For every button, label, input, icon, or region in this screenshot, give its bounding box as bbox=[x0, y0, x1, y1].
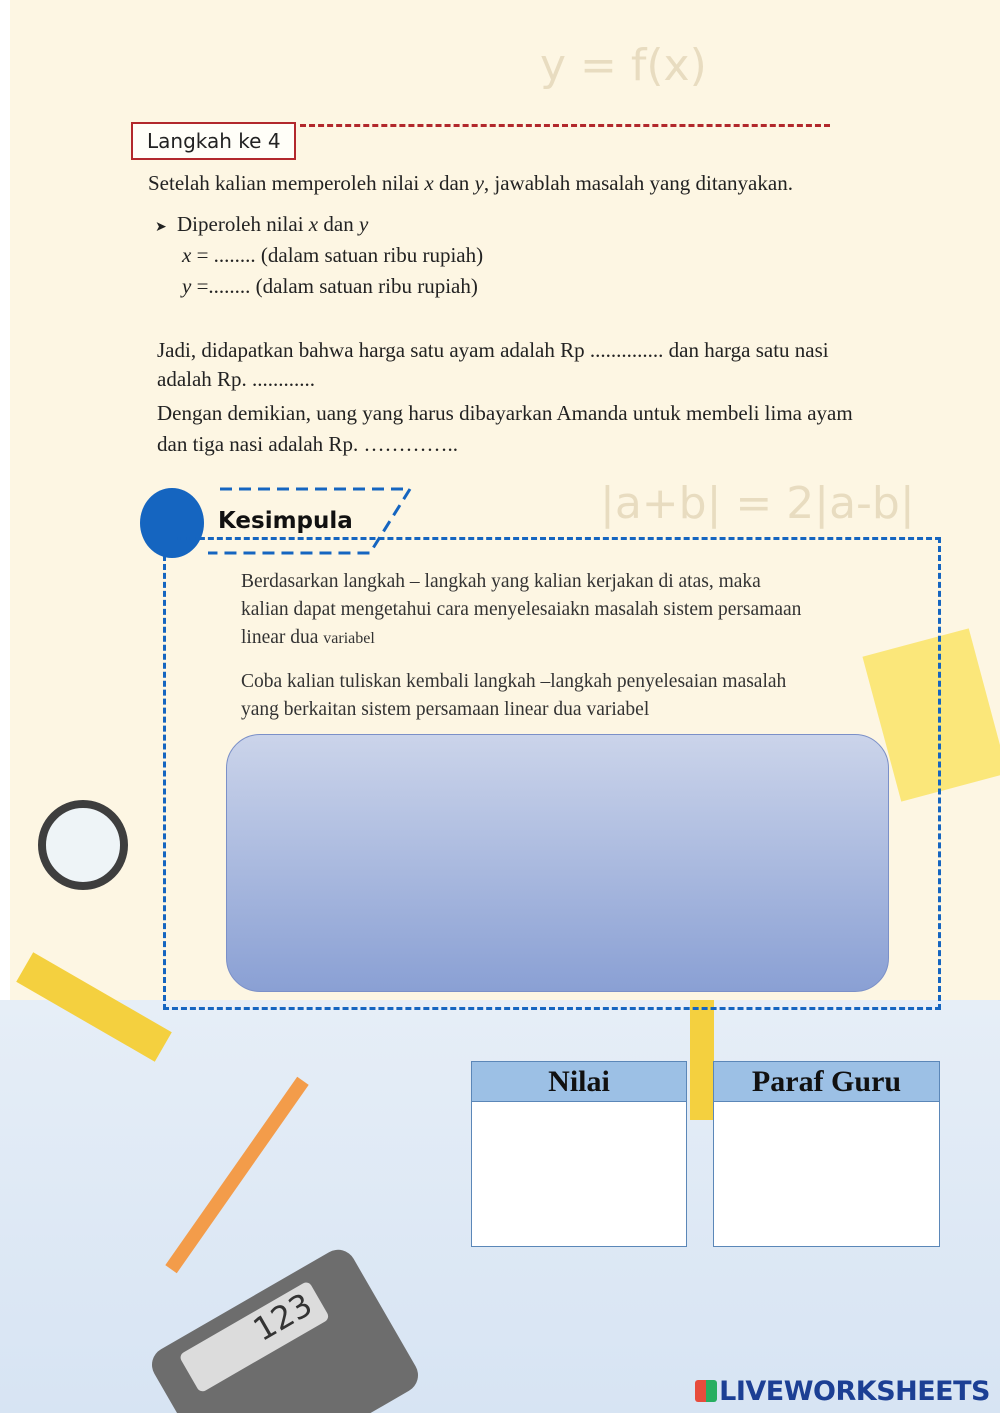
answer-textarea[interactable] bbox=[226, 734, 889, 992]
magnifier-icon bbox=[38, 800, 128, 890]
nilai-table bbox=[471, 1061, 687, 1247]
conclusion-line: Jadi, didapatkan bahwa harga satu ayam adalah Rp .............. dan harga satu nasi bbox=[157, 338, 829, 362]
paraf-input[interactable] bbox=[714, 1102, 939, 1246]
payment-line: dan tiga nasi adalah Rp. ………….. bbox=[157, 432, 458, 456]
step-intro: Setelah kalian memperoleh nilai x dan y, jawablah masalah yang ditanyakan. bbox=[148, 171, 793, 195]
kesimpulan-text: linear dua variabel bbox=[241, 627, 375, 648]
paraf-header: Paraf Guru bbox=[714, 1062, 939, 1102]
set-square-icon bbox=[690, 1000, 714, 1120]
nilai-input[interactable] bbox=[472, 1102, 686, 1246]
liveworksheets-logo-icon bbox=[695, 1380, 717, 1402]
kesimpulan-text: yang berkaitan sistem persamaan linear dua variabel bbox=[241, 699, 650, 720]
x-value-line: x = ........ (dalam satuan ribu rupiah) bbox=[182, 243, 484, 267]
liveworksheets-logo[interactable]: LIVEWORKSHEETS bbox=[695, 1376, 990, 1407]
dashed-divider bbox=[300, 124, 830, 127]
kesimpulan-text: Coba kalian tuliskan kembali langkah –langkah penyelesaian masalah bbox=[241, 671, 787, 692]
formula-doodle: y = f(x) bbox=[540, 40, 707, 91]
kesimpulan-text: Berdasarkan langkah – langkah yang kalian kerjakan di atas, maka bbox=[241, 571, 761, 592]
kesimpulan-text: kalian dapat mengetahui cara menyelesaiakn masalah sistem persamaan bbox=[241, 599, 802, 620]
bullet-item: ➤ Diperoleh nilai x dan y bbox=[155, 211, 368, 240]
arrow-bullet-icon: ➤ bbox=[155, 219, 167, 235]
paraf-table bbox=[713, 1061, 940, 1247]
formula-doodle: |a+b| = 2|a-b| bbox=[600, 478, 915, 529]
nilai-header: Nilai bbox=[472, 1062, 686, 1102]
kesimpulan-title: Kesimpula bbox=[218, 508, 353, 534]
y-value-line: y =........ (dalam satuan ribu rupiah) bbox=[182, 274, 478, 298]
step-title-box: Langkah ke 4 bbox=[131, 122, 296, 160]
calculator-display: 123 bbox=[178, 1280, 330, 1393]
payment-line: Dengan demikian, uang yang harus dibayarkan Amanda untuk membeli lima ayam bbox=[157, 401, 853, 425]
conclusion-line: adalah Rp. ............ bbox=[157, 367, 316, 391]
